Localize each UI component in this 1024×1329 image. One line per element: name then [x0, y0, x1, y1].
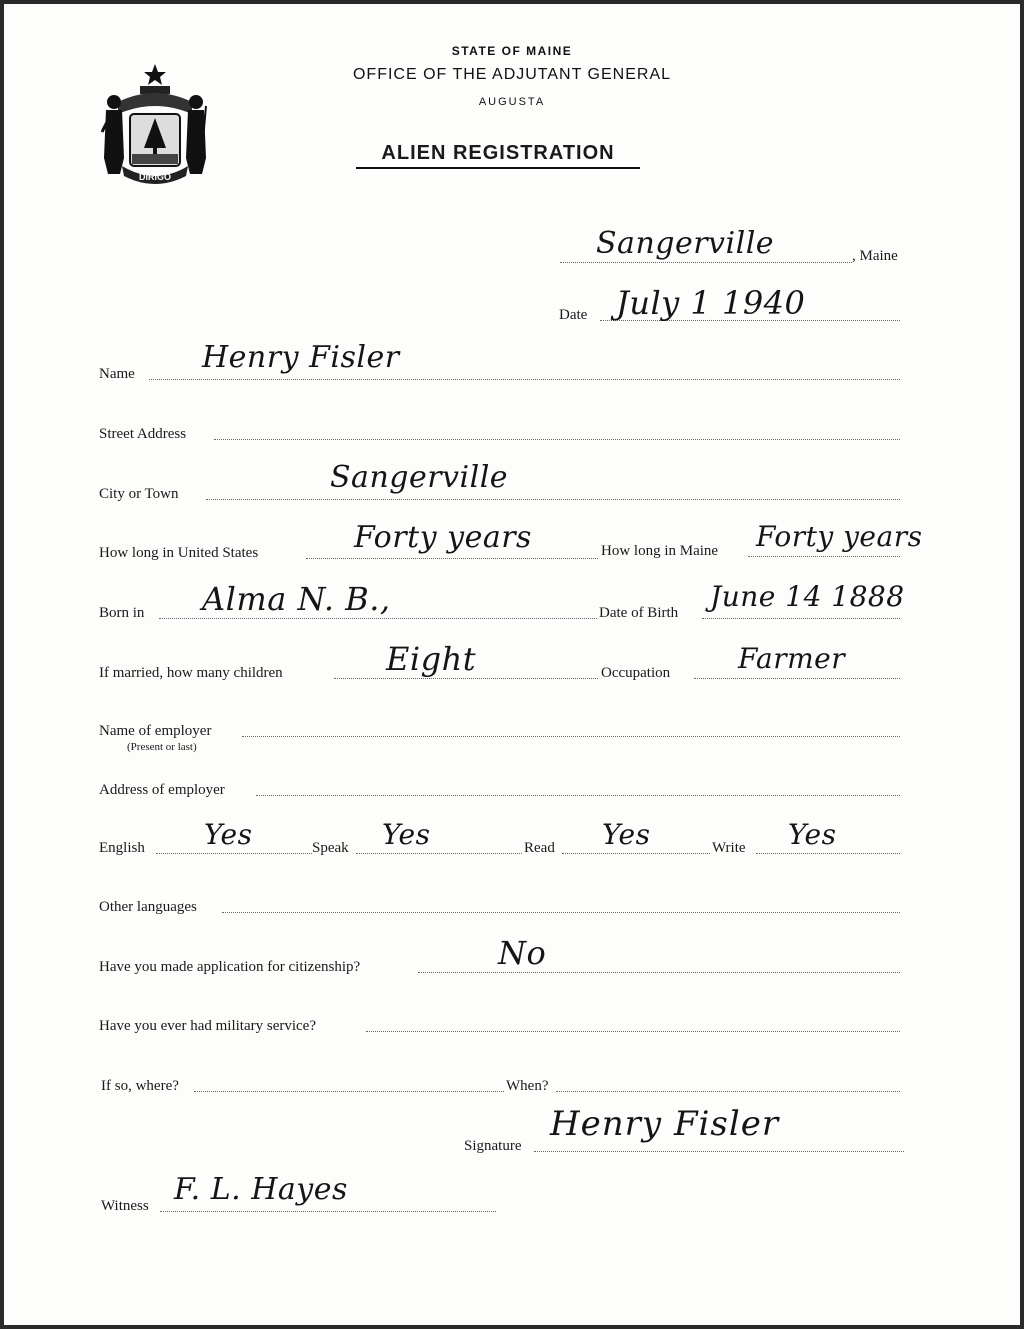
- city-town-value[interactable]: Sangerville: [330, 460, 509, 495]
- read-value[interactable]: Yes: [602, 818, 651, 851]
- seal-ribbon-text: DIRIGO: [138, 172, 172, 182]
- speak-label: Speak: [312, 840, 349, 856]
- write-label: Write: [712, 840, 746, 856]
- born-in-line: [159, 618, 597, 619]
- location-town-value[interactable]: Sangerville: [596, 226, 775, 261]
- street-address-line: [214, 439, 900, 440]
- citizenship-value[interactable]: No: [498, 934, 547, 972]
- employer-address-label: Address of employer: [99, 782, 225, 798]
- dob-label: Date of Birth: [599, 605, 679, 621]
- occupation-label: Occupation: [601, 665, 671, 681]
- location-line: [560, 262, 852, 263]
- other-languages-line: [222, 912, 900, 913]
- write-line: [756, 853, 900, 854]
- witness-line: [160, 1211, 496, 1212]
- employer-address-line: [256, 795, 900, 796]
- signature-line: [534, 1151, 904, 1152]
- other-languages-label: Other languages: [99, 899, 197, 915]
- dob-line: [702, 618, 900, 619]
- citizenship-label: Have you made application for citizenship?: [99, 959, 361, 975]
- name-line: [149, 379, 900, 380]
- speak-value[interactable]: Yes: [382, 818, 431, 851]
- street-address-label: Street Address: [99, 426, 187, 442]
- born-in-label: Born in: [99, 605, 145, 621]
- dob-value[interactable]: June 14 1888: [710, 580, 905, 613]
- military-label: Have you ever had military service?: [99, 1018, 316, 1034]
- years-maine-label: How long in Maine: [601, 543, 719, 559]
- where-label: If so, where?: [101, 1078, 179, 1094]
- children-value[interactable]: Eight: [386, 640, 477, 678]
- location-state-label: , Maine: [852, 248, 898, 264]
- military-line: [366, 1031, 900, 1032]
- name-label: Name: [99, 366, 135, 382]
- witness-value[interactable]: F. L. Hayes: [174, 1172, 348, 1207]
- born-in-value[interactable]: Alma N. B.,: [202, 580, 391, 618]
- where-line: [194, 1091, 504, 1092]
- employer-name-sublabel: (Present or last): [127, 741, 197, 753]
- employer-name-line: [242, 736, 900, 737]
- registration-form: [4, 4, 1020, 1325]
- read-label: Read: [524, 840, 555, 856]
- city-town-line: [206, 499, 900, 500]
- years-us-label: How long in United States: [99, 545, 259, 561]
- read-line: [562, 853, 710, 854]
- citizenship-line: [418, 972, 900, 973]
- name-value[interactable]: Henry Fisler: [202, 340, 400, 375]
- header-office: OFFICE OF THE ADJUTANT GENERAL: [352, 66, 672, 83]
- signature-label: Signature: [464, 1138, 522, 1154]
- years-maine-line: [748, 556, 900, 557]
- city-town-label: City or Town: [99, 486, 179, 502]
- english-value[interactable]: Yes: [204, 818, 253, 851]
- employer-name-label: Name of employer: [99, 723, 212, 739]
- when-line: [556, 1091, 900, 1092]
- years-us-line: [306, 558, 598, 559]
- header-city: AUGUSTA: [478, 96, 546, 108]
- children-line: [334, 678, 598, 679]
- form-title: ALIEN REGISTRATION: [356, 142, 640, 169]
- date-value[interactable]: July 1 1940: [616, 284, 806, 322]
- years-us-value[interactable]: Forty years: [354, 520, 532, 555]
- occupation-line: [694, 678, 900, 679]
- write-value[interactable]: Yes: [788, 818, 837, 851]
- witness-label: Witness: [101, 1198, 149, 1214]
- header-state: STATE OF MAINE: [451, 44, 573, 58]
- occupation-value[interactable]: Farmer: [738, 642, 846, 675]
- when-label: When?: [506, 1078, 549, 1094]
- signature-value[interactable]: Henry Fisler: [550, 1104, 780, 1144]
- speak-line: [356, 853, 522, 854]
- years-maine-value[interactable]: Forty years: [756, 520, 923, 553]
- date-label: Date: [559, 307, 588, 323]
- english-label: English: [99, 840, 145, 856]
- english-line: [156, 853, 312, 854]
- children-label: If married, how many children: [99, 665, 283, 681]
